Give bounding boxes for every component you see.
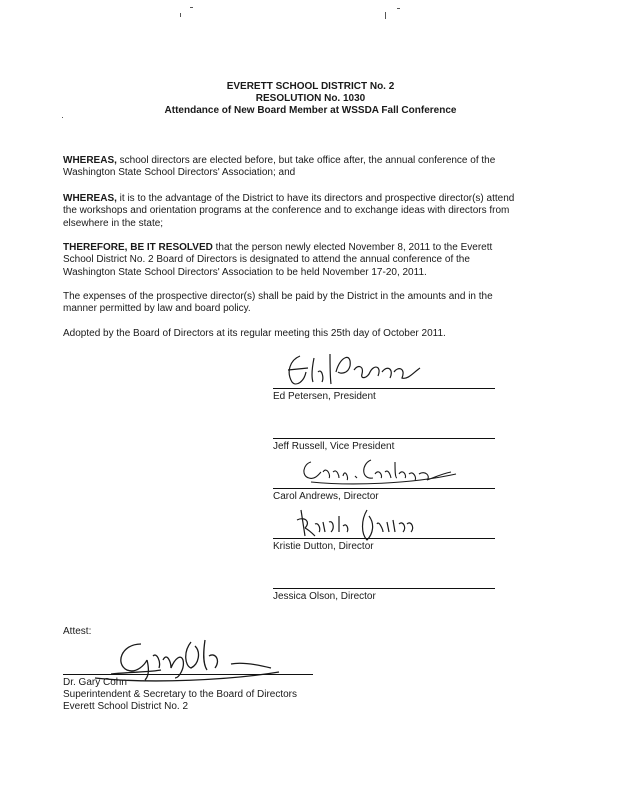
whereas-lead: WHEREAS, bbox=[63, 193, 117, 204]
attest-label: Attest: bbox=[63, 626, 92, 637]
scan-speck bbox=[62, 117, 63, 118]
handwritten-signature bbox=[278, 342, 438, 388]
adoption-paragraph bbox=[63, 328, 525, 340]
paragraph-text: The expenses of the prospective director(s) shall be paid by the District in the amounts and in the manner permitted by law and board policy. bbox=[63, 291, 493, 315]
resolved-lead: THEREFORE, BE IT RESOLVED bbox=[63, 242, 213, 253]
attest-title: Superintendent & Secretary to the Board of Directors bbox=[63, 689, 298, 700]
scan-speck bbox=[180, 13, 181, 17]
whereas-paragraph-2 bbox=[63, 193, 525, 230]
signature-line bbox=[273, 388, 495, 389]
attest-district: Everett School District No. 2 bbox=[63, 701, 189, 712]
expenses-paragraph bbox=[63, 291, 525, 316]
handwritten-signature bbox=[291, 506, 421, 542]
signature-block-director-olson bbox=[273, 540, 495, 605]
signature-line bbox=[273, 488, 495, 489]
scan-speck bbox=[190, 7, 193, 8]
signatory-label: Kristie Dutton, Director bbox=[273, 541, 374, 552]
whereas-paragraph-1 bbox=[63, 155, 525, 180]
signatory-label: Carol Andrews, Director bbox=[273, 491, 379, 502]
resolution-header bbox=[0, 81, 621, 117]
attest-signature-line bbox=[63, 674, 313, 675]
resolved-paragraph bbox=[63, 242, 525, 279]
attest-name: Dr. Gary Cohn bbox=[63, 677, 127, 688]
scan-speck bbox=[385, 12, 386, 19]
scan-speck bbox=[397, 8, 400, 9]
whereas-lead: WHEREAS, bbox=[63, 155, 117, 166]
resolution-subject: Attendance of New Board Member at WSSDA Fall Conference bbox=[164, 105, 457, 116]
handwritten-signature bbox=[291, 454, 461, 490]
signatory-label: Ed Petersen, President bbox=[273, 391, 376, 402]
paragraph-text: Adopted by the Board of Directors at its regular meeting this 25th day of October 2011. bbox=[63, 328, 446, 339]
resolution-number: RESOLUTION No. 1030 bbox=[255, 93, 366, 104]
paragraph-text: that the person newly elected November 8, 2011 to the Everett School District No. 2 Board of Directors is designated to attend the annual conference of the Washington State School Directors' Association to be held November 17-20, 2011. bbox=[63, 242, 493, 278]
district-title: EVERETT SCHOOL DISTRICT No. 2 bbox=[226, 81, 395, 92]
paragraph-text: school directors are elected before, but take office after, the annual conference of the Washington State School Directors' Association; and bbox=[63, 155, 496, 179]
signature-line bbox=[273, 588, 495, 589]
signatory-label: Jessica Olson, Director bbox=[273, 591, 376, 602]
signature-line bbox=[273, 538, 495, 539]
signatory-label: Jeff Russell, Vice President bbox=[273, 441, 395, 452]
signature-line bbox=[273, 438, 495, 439]
paragraph-text: it is to the advantage of the District to have its directors and prospective director(s) attend the workshops and orientation programs at the conference and to exchange ideas with directors from elsewhere in the state; bbox=[63, 193, 515, 229]
attest-block bbox=[63, 626, 323, 716]
